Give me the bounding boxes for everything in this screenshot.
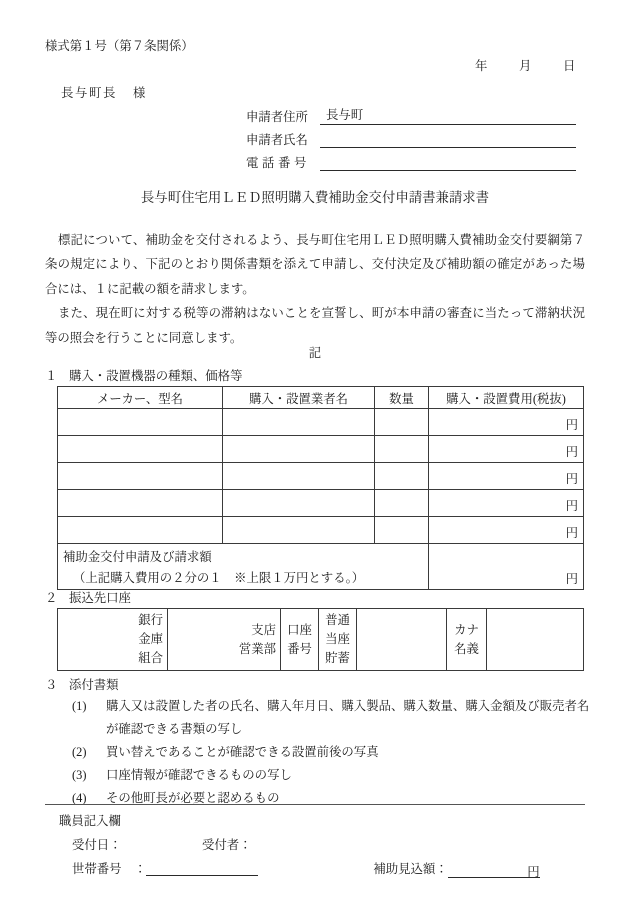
attachment-marker-1: (1) (72, 699, 87, 713)
subsidy-amount-cell[interactable]: 円 (429, 544, 584, 590)
section-3-heading (45, 675, 119, 693)
column-header-vendor: 購入・設置業者名 (223, 387, 375, 409)
subsidy-row (58, 544, 584, 590)
attachment-marker-2: (2) (72, 745, 87, 759)
attachment-text-2: 買い替えであることが確認できる設置前後の写真 (106, 745, 379, 759)
account-number-label-cell (281, 609, 319, 671)
branch-kind-line2: 営業部 (238, 641, 276, 656)
cell-maker[interactable] (58, 436, 223, 463)
date-day-label: 日 (563, 59, 576, 73)
applicant-name-row (246, 127, 576, 148)
body-text (45, 228, 585, 350)
ki-marker: 記 (308, 346, 322, 360)
subsidy-label-line2: （上記購入費用の２分の１ ※上限１万円とする。） (73, 571, 365, 585)
cell-vendor[interactable] (223, 517, 375, 544)
column-header-cost: 購入・設置費用(税抜) (429, 387, 584, 409)
account-number-field[interactable] (357, 609, 447, 671)
section-1-heading (45, 366, 242, 384)
equipment-table (57, 386, 584, 590)
account-number-label-line2: 番号 (287, 641, 312, 656)
cell-quantity[interactable] (375, 463, 429, 490)
deposit-kind-line2: 当座 (325, 632, 350, 646)
bank-kind-line2: 金庫 (138, 632, 163, 646)
list-item (72, 695, 592, 741)
attachment-marker-3: (3) (72, 768, 87, 782)
estimated-subsidy-field[interactable]: 円 (448, 862, 540, 878)
cell-maker[interactable] (58, 517, 223, 544)
cell-quantity[interactable] (375, 517, 429, 544)
cell-maker[interactable] (58, 409, 223, 436)
receiver-label: 受付者： (202, 838, 252, 852)
kana-label-cell (447, 609, 487, 671)
cell-cost[interactable]: 円 (429, 436, 584, 463)
cell-cost[interactable]: 円 (429, 409, 584, 436)
section-2-title: 振込先口座 (69, 591, 131, 605)
deposit-kind-line1: 普通 (325, 613, 350, 627)
bank-account-table (57, 608, 584, 671)
applicant-block (246, 104, 576, 173)
applicant-address-field[interactable]: 長与町 (320, 105, 576, 125)
bank-kind-line1: 銀行 (138, 613, 163, 627)
date-year-label: 年 (475, 59, 488, 73)
list-item (72, 741, 592, 764)
staff-section-title: 職員記入欄 (59, 814, 121, 828)
addressee-name: 長与町長 (61, 86, 117, 100)
applicant-name-label: 申請者氏名 (246, 133, 308, 147)
date-month-label: 月 (519, 59, 532, 73)
table-row (58, 409, 584, 436)
attachment-text-1: 購入又は設置した者の氏名、購入年月日、購入製品、購入数量、購入金額及び販売者名が確認できる書類の写し (106, 699, 590, 736)
applicant-phone-row (246, 150, 576, 171)
cell-quantity[interactable] (375, 409, 429, 436)
table-row (58, 490, 584, 517)
cell-maker[interactable] (58, 490, 223, 517)
subsidy-label-cell (58, 544, 429, 590)
body-paragraph-2: また、現在町に対する税等の滞納はないことを宣誓し、町が本申請の審査に当たって滞納状況等の照会を行うことに同意します。 (45, 306, 585, 345)
table-row (58, 436, 584, 463)
deposit-kind-line3: 貯蓄 (325, 651, 350, 665)
section-1-title: 購入・設置機器の種類、価格等 (69, 369, 243, 383)
applicant-address-label: 申請者住所 (246, 110, 308, 124)
kana-name-field[interactable] (487, 609, 584, 671)
addressee (61, 83, 145, 101)
cell-vendor[interactable] (223, 463, 375, 490)
kana-label-line2: 名義 (454, 641, 479, 656)
list-item (72, 787, 592, 810)
branch-kind-cell[interactable] (168, 609, 281, 671)
section-3-title: 添付書類 (69, 678, 119, 692)
branch-kind-line1: 支店 (251, 622, 276, 637)
cell-vendor[interactable] (223, 490, 375, 517)
equipment-table-header-row (58, 387, 584, 409)
section-3-number: ３ (45, 678, 58, 692)
column-header-maker: メーカー、型名 (58, 387, 223, 409)
body-paragraph-1: 標記について、補助金を交付されるよう、長与町住宅用ＬＥＤ照明購入費補助金交付要綱第７条の規定により、下記のとおり関係書類を添えて申請し、交付決定及び補助額の確定があった場合には、１に記載の額を請求します。 (45, 233, 585, 296)
kana-label-line1: カナ (454, 622, 479, 637)
cell-cost[interactable]: 円 (429, 490, 584, 517)
cell-cost[interactable]: 円 (429, 517, 584, 544)
list-item (72, 764, 592, 787)
cell-maker[interactable] (58, 463, 223, 490)
bank-kind-line3: 組合 (138, 651, 163, 665)
applicant-address-row (246, 104, 576, 125)
attachment-marker-4: (4) (72, 791, 87, 805)
section-2-number: ２ (45, 591, 58, 605)
household-number-field[interactable] (146, 860, 258, 876)
estimated-subsidy-label: 補助見込額： (373, 862, 448, 876)
bank-kind-cell[interactable] (58, 609, 168, 671)
applicant-name-field[interactable] (320, 131, 576, 148)
applicant-phone-label: 電話番号 (246, 156, 310, 170)
cell-vendor[interactable] (223, 436, 375, 463)
account-number-label-line1: 口座 (287, 622, 312, 637)
cell-quantity[interactable] (375, 436, 429, 463)
table-row (58, 463, 584, 490)
document-title: 長与町住宅用ＬＥＤ照明購入費補助金交付申請書兼請求書 (140, 190, 490, 205)
section-2-heading (45, 588, 131, 606)
received-date-label: 受付日： (72, 838, 122, 852)
table-row (58, 517, 584, 544)
deposit-kind-cell[interactable] (319, 609, 357, 671)
staff-section-divider (45, 804, 585, 805)
column-header-quantity: 数量 (375, 387, 429, 409)
cell-vendor[interactable] (223, 409, 375, 436)
attachment-text-3: 口座情報が確認できるものの写し (106, 768, 292, 782)
cell-quantity[interactable] (375, 490, 429, 517)
addressee-honorific: 様 (132, 86, 146, 100)
cell-cost[interactable]: 円 (429, 463, 584, 490)
subsidy-label-line1: 補助金交付申請及び請求額 (63, 550, 212, 564)
applicant-phone-field[interactable] (320, 154, 576, 171)
staff-number-row (72, 859, 582, 878)
form-number: 様式第１号（第７条関係） (45, 39, 194, 53)
attachment-list (72, 695, 592, 810)
date-line (0, 56, 585, 74)
bank-account-row (58, 609, 584, 671)
attachment-text-4: その他町長が必要と認めるもの (106, 791, 280, 805)
staff-reception-row (72, 835, 572, 853)
section-1-number: １ (45, 369, 58, 383)
household-number-label: 世帯番号 ： (72, 862, 147, 876)
